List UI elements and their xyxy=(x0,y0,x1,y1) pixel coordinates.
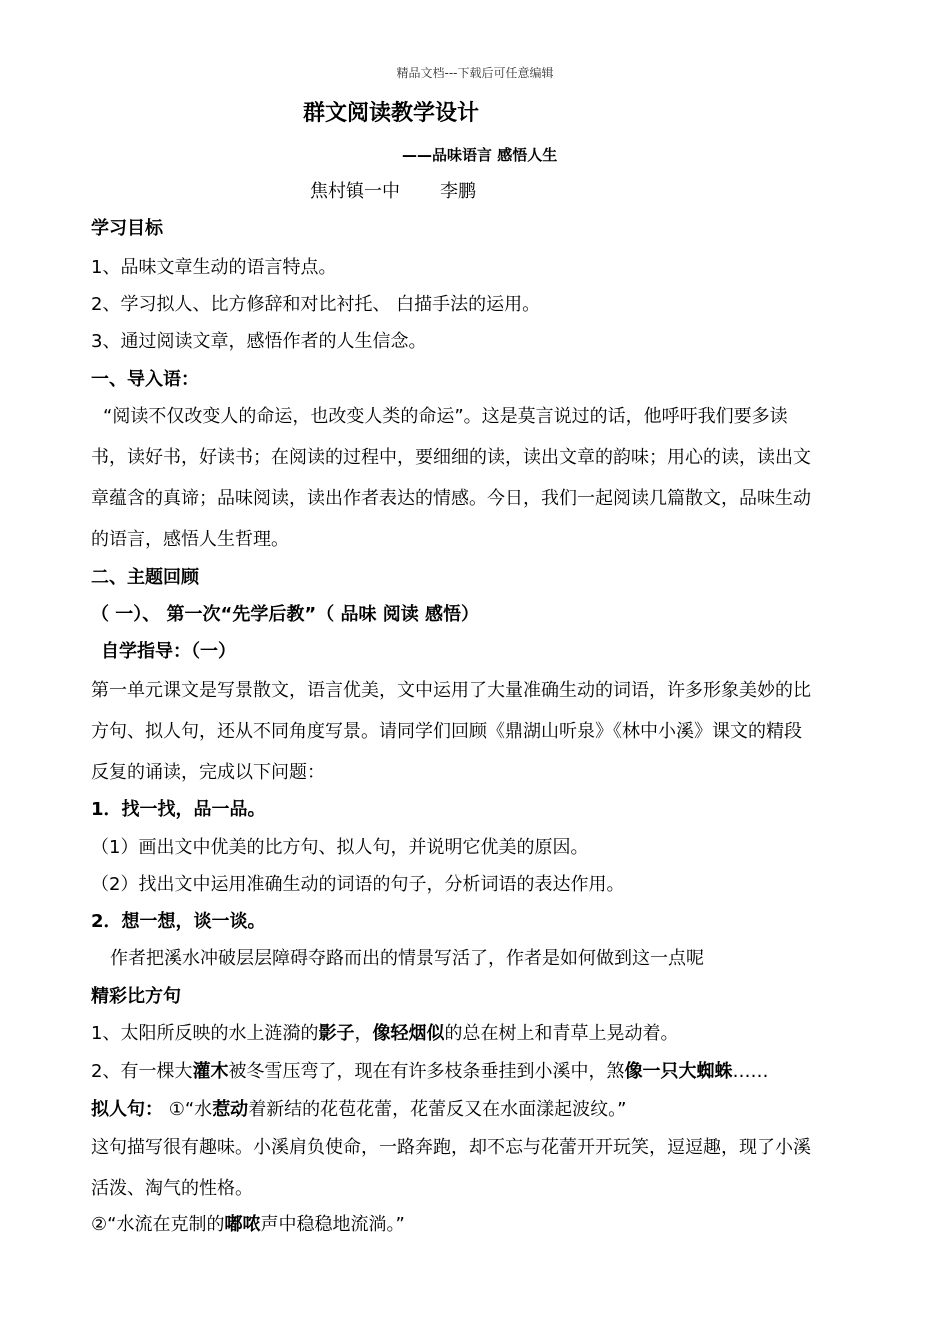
simile-text: ， xyxy=(354,1023,373,1044)
objectives-heading: 学习目标 xyxy=(91,218,163,239)
objective-item: 2、学习拟人、比方修辞和对比衬托、 白描手法的运用。 xyxy=(91,294,541,315)
author-school: 焦村镇一中 xyxy=(310,181,400,202)
subtitle: ——品味语言 感悟人生 xyxy=(402,146,558,164)
simile-text: 1、太阳所反映的水上涟漪的 xyxy=(91,1023,319,1044)
author-name: 李鹏 xyxy=(440,181,476,202)
personification-text: 着新结的花苞花蕾，花蕾反又在水面漾起波纹。” xyxy=(248,1099,627,1120)
personification-text: ②“水流在克制的 xyxy=(91,1214,225,1235)
simile-emphasis: 像一只大蜘蛛 xyxy=(624,1061,733,1082)
personification-line xyxy=(91,1099,627,1121)
simile-emphasis: 像轻烟似 xyxy=(372,1023,445,1044)
personification-text: 声中稳稳地流淌。” xyxy=(260,1214,405,1235)
intro-paragraph-line: “阅读不仅改变人的命运，也改变人类的命运”。这是莫言说过的话，他呼吁我们要多读 xyxy=(103,406,788,427)
author-line xyxy=(310,181,476,203)
header-note: 精品文档---下载后可任意编辑 xyxy=(396,66,554,80)
question-2-text: 作者把溪水冲破层层障碍夺路而出的情景写活了，作者是如何做到这一点呢 xyxy=(110,948,704,969)
guide-paragraph-line: 方句、拟人句，还从不同角度写景。请同学们回顾《鼎湖山听泉》《林中小溪》课文的精段 xyxy=(91,721,802,742)
simile-item xyxy=(91,1023,678,1045)
simile-text: 的总在树上和青草上晃动着。 xyxy=(444,1023,679,1044)
intro-heading: 一、导入语： xyxy=(91,369,199,390)
question-2: 2．想一想，谈一谈。 xyxy=(91,911,266,932)
guide-paragraph-line: 反复的诵读，完成以下问题： xyxy=(91,762,325,783)
guide-heading: 自学指导：（一） xyxy=(101,641,236,662)
question-1-item: （1）画出文中优美的比方句、拟人句，并说明它优美的原因。 xyxy=(91,837,589,858)
comment-line: 这句描写很有趣味。小溪肩负使命，一路奔跑，却不忘与花蕾开开玩笑，逗逗趣，现了小溪 xyxy=(91,1137,811,1158)
page-title: 群文阅读教学设计 xyxy=(303,101,480,126)
simile-emphasis: 灌木 xyxy=(192,1061,229,1082)
personification-emphasis: 惹动 xyxy=(212,1099,249,1120)
simile-text: …… xyxy=(732,1061,769,1082)
simile-item xyxy=(91,1061,768,1083)
intro-paragraph-line: 的语言，感悟人生哲理。 xyxy=(91,529,289,550)
guide-paragraph-line: 第一单元课文是写景散文，语言优美，文中运用了大量准确生动的词语，许多形象美妙的比 xyxy=(91,680,811,701)
question-1-item: （2）找出文中运用准确生动的词语的句子，分析词语的表达作用。 xyxy=(91,874,625,895)
personification-text: ①“水 xyxy=(163,1099,213,1120)
intro-paragraph-line: 章蕴含的真谛；品味阅读，读出作者表达的情感。今日，我们一起阅读几篇散文，品味生动 xyxy=(91,488,811,509)
simile-emphasis: 影子 xyxy=(318,1023,355,1044)
similes-heading: 精彩比方句 xyxy=(91,986,181,1007)
personification-label: 拟人句： xyxy=(91,1099,163,1120)
question-1: 1．找一找，品一品。 xyxy=(91,799,266,820)
intro-paragraph-line: 书，读好书，好读书；在阅读的过程中，要细细的读，读出文章的韵味；用心的读，读出文 xyxy=(91,447,811,468)
objective-item: 3、通过阅读文章，感悟作者的人生信念。 xyxy=(91,331,427,352)
review-heading: 二、主题回顾 xyxy=(91,567,199,588)
review-part1: （ 一）、 第一次“先学后教”（ 品味 阅读 感悟） xyxy=(91,604,479,625)
comment-line: 活泼、淘气的性格。 xyxy=(91,1178,253,1199)
personification-line xyxy=(91,1214,405,1236)
personification-emphasis: 嘟哝 xyxy=(224,1214,261,1235)
objective-item: 1、品味文章生动的语言特点。 xyxy=(91,257,337,278)
simile-text: 被冬雪压弯了，现在有许多枝条垂挂到小溪中，煞 xyxy=(228,1061,625,1082)
simile-text: 2、有一棵大 xyxy=(91,1061,193,1082)
